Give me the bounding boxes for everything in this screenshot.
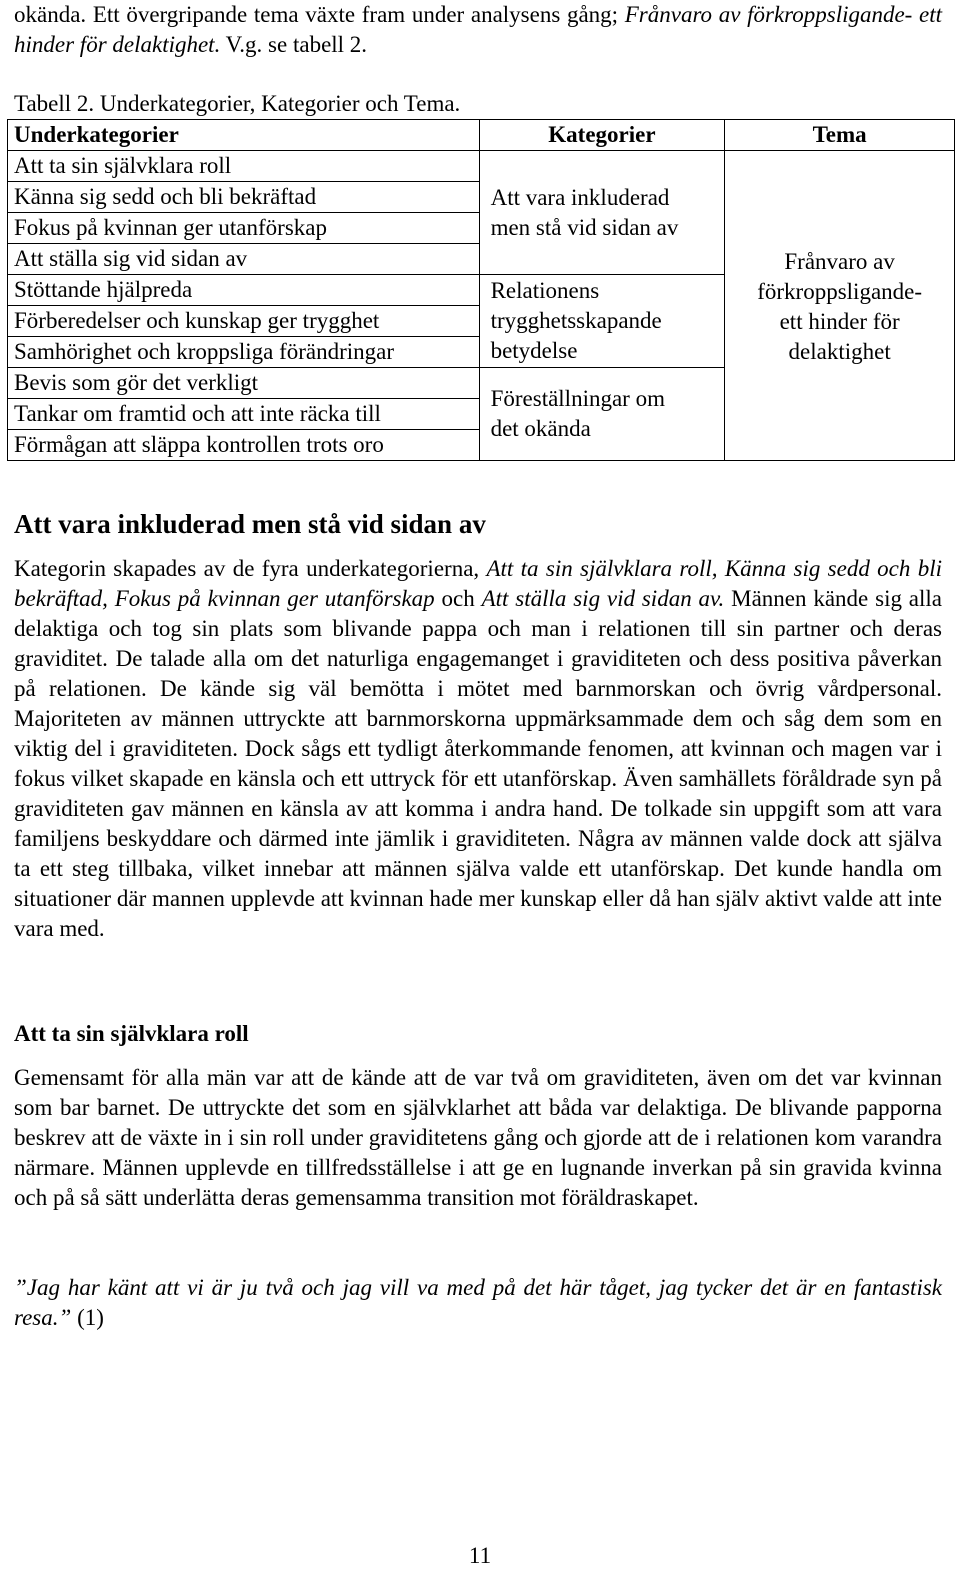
paragraph-text: och xyxy=(434,586,482,611)
intro-paragraph xyxy=(14,0,942,60)
subsection-heading: Att ta sin självklara roll xyxy=(14,1021,249,1046)
table-row xyxy=(8,151,955,182)
category-line: betydelse xyxy=(490,338,578,363)
page-number: 11 xyxy=(468,1543,492,1568)
category-cell xyxy=(479,151,725,275)
theme-line: förkroppsligande- xyxy=(757,279,923,304)
italic-subcategory: Att ställa sig vid sidan av. xyxy=(481,586,725,611)
table-header-row xyxy=(8,120,955,151)
category-cell xyxy=(479,275,725,368)
subcategory-cell: Tankar om framtid och att inte räcka till xyxy=(8,399,480,430)
category-line: men stå vid sidan av xyxy=(490,214,679,240)
subcategory-cell: Stöttande hjälpreda xyxy=(8,275,480,306)
subcategory-cell: Känna sig sedd och bli bekräftad xyxy=(8,182,480,213)
theme-italic: Frånvaro av förkroppsligande- ett hinder för delaktighet. xyxy=(14,2,943,57)
theme-line: Frånvaro av xyxy=(784,249,895,274)
theme-line: delaktighet xyxy=(788,339,891,364)
subsection-paragraph: Gemensamt för alla män var att de kände att de var två om graviditeten, även om det var kvinnan som bar barnet. De uttryckte det som en självklarhet att båda var delaktiga. De blivande papporna beskrev att de växte in i sin roll under graviditetens gång och gjorde att de i relationen kom varandra närmare. Männen upplevde en tillfredsställelse i att ge en lugnande inverkan på sin gravida kvinna och på så sätt underlätta deras gemensamma transition mot föräldraskapet. xyxy=(14,1065,942,1210)
category-line: Relationens xyxy=(490,278,600,303)
quote-text: ”Jag har känt att vi är ju två och jag vill va med på det här tåget, jag tycker det är en fantastisk resa.” xyxy=(14,1275,942,1330)
quote-reference: (1) xyxy=(71,1305,104,1330)
category-line: Att vara inkluderad xyxy=(490,184,670,210)
category-cell xyxy=(479,368,725,461)
subcategory-cell: Förberedelser och kunskap ger trygghet xyxy=(8,306,480,337)
subcategory-cell: Samhörighet och kroppsliga förändringar xyxy=(8,337,480,368)
table-caption: Tabell 2. Underkategorier, Kategorier och Tema. xyxy=(14,91,461,116)
category-line: Föreställningar om xyxy=(490,386,665,411)
table-reference: V.g. se tabell 2. xyxy=(220,32,368,57)
subcategory-cell: Att ta sin självklara roll xyxy=(8,151,480,182)
category-table xyxy=(7,119,955,461)
intro-text: okända. Ett övergripande tema växte fram under analysens gång; xyxy=(14,2,619,27)
section-heading: Att vara inkluderad men stå vid sidan av xyxy=(14,509,486,539)
header-subcategories: Underkategorier xyxy=(8,120,480,151)
quote-paragraph xyxy=(14,1273,942,1333)
subcategory-cell: Att ställa sig vid sidan av xyxy=(8,244,480,275)
header-theme: Tema xyxy=(725,120,955,151)
paragraph-text: Kategorin skapades av de fyra underkategorierna, xyxy=(14,556,487,581)
category-line: trygghetsskapande xyxy=(490,308,662,333)
italic-subcategories: Att ta sin självklara roll, Känna sig sedd och bli bekräftad, Fokus på kvinnan ger utanförskap xyxy=(14,556,942,611)
category-line: det okända xyxy=(490,416,591,441)
theme-cell xyxy=(725,151,955,461)
subcategory-cell: Förmågan att släppa kontrollen trots oro xyxy=(8,430,480,461)
theme-line: ett hinder för xyxy=(779,309,900,334)
section-paragraph xyxy=(14,554,942,944)
subcategory-cell: Fokus på kvinnan ger utanförskap xyxy=(8,213,480,244)
header-categories: Kategorier xyxy=(479,120,725,151)
paragraph-text: Männen kände sig alla delaktiga och tog sin plats som blivande pappa och man i relationen till sin partner och deras graviditet. De talade alla om det naturliga engagemanget i graviditeten och dess positiva påverkan på relationen. De kände sig väl bemötta i mötet med barnmorskan och övrig vårdpersonal. Majoriteten av männen uttryckte att barnmorskorna uppmärksammade dem och såg dem som en viktig del i graviditeten. Dock sågs ett tydligt återkommande fenomen, att kvinnan och magen var i fokus vilket skapade en känsla och ett uttryck för ett utanförskap. Även samhällets föråldrade syn på graviditeten gav männen en känsla av att komma i andra hand. De tolkade sin uppgift som att vara familjens beskyddare och därmed inte jämlik i graviditeten. Några av männen valde dock att själva ta ett steg tillbaka, vilket innebar att männen själva valde ett utanförskap. Det kunde handla om situationer där mannen upplevde att kvinnan hade mer kunskap eller då han själv aktivt valde att inte vara med. xyxy=(14,586,942,941)
subcategory-cell: Bevis som gör det verkligt xyxy=(8,368,480,399)
